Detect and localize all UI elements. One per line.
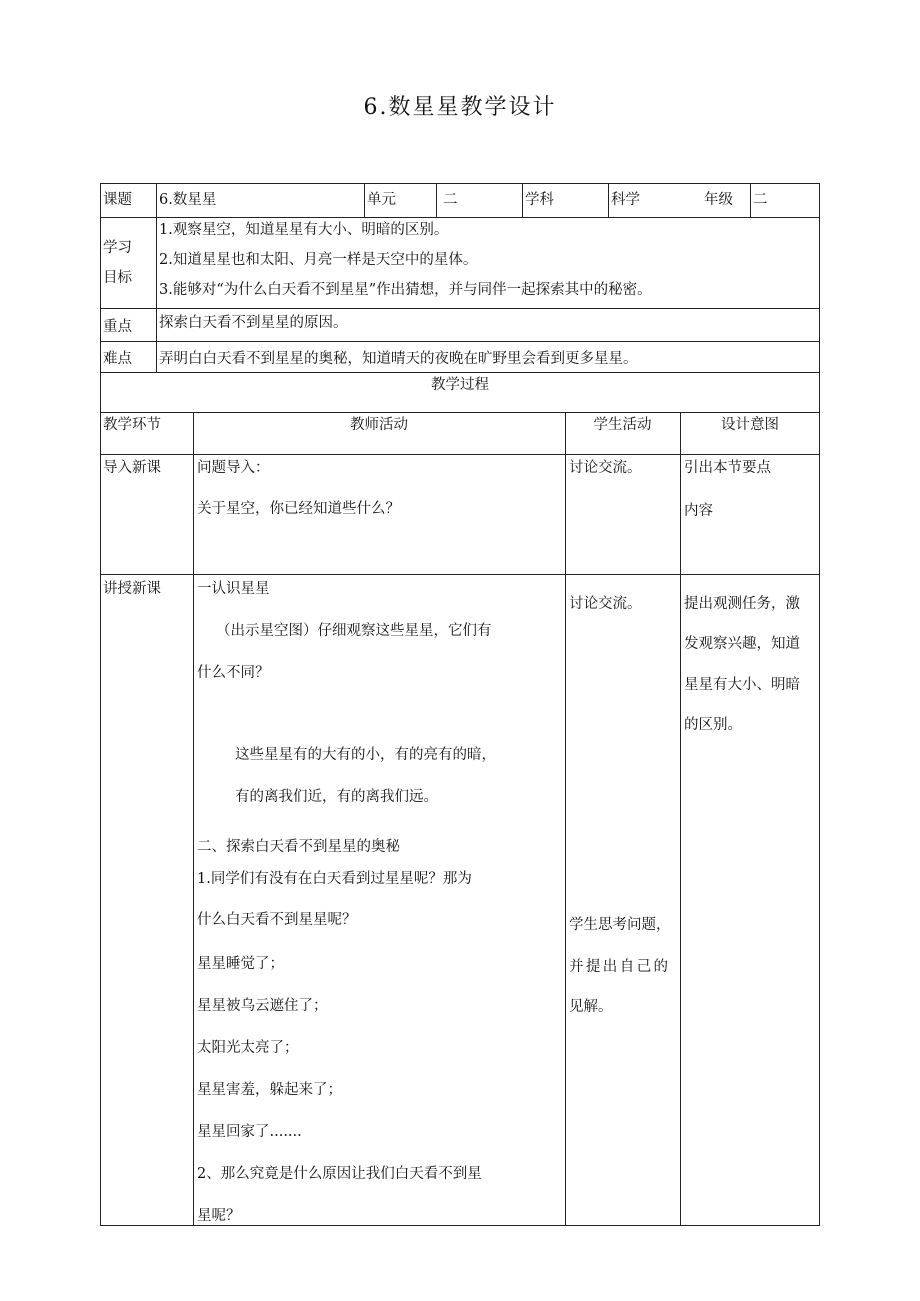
goals-label: 目标	[103, 270, 132, 286]
lecture-student: 并提出自己的	[569, 959, 671, 975]
lecture-teacher-line: 什么不同？	[197, 665, 270, 681]
subject-value: 科学	[611, 192, 640, 208]
grade-value: 二	[753, 192, 768, 208]
subject-label: 学科	[525, 192, 554, 208]
unit-label: 单元	[367, 192, 396, 208]
table-border	[565, 412, 566, 1226]
table-border	[193, 412, 194, 1226]
lecture-intent-line: 星星有大小、明暗	[684, 677, 800, 693]
lecture-teacher-line: 星星被乌云遮住了；	[197, 998, 328, 1014]
table-border	[436, 183, 437, 217]
lecture-teacher-line: 1.同学们有没有在白天看到过星星呢？那为	[197, 871, 472, 887]
table-border	[819, 183, 820, 1226]
table-border	[522, 183, 523, 217]
lecture-teacher-line: 2、那么究竟是什么原因让我们白天看不到星	[197, 1166, 482, 1182]
intro-stage: 导入新课	[103, 460, 161, 476]
topic-value: 6.数星星	[159, 192, 217, 208]
column-header: 教学环节	[103, 417, 161, 433]
lecture-teacher-line: 太阳光太亮了；	[197, 1040, 299, 1056]
table-border	[100, 372, 820, 373]
column-header: 学生活动	[593, 417, 652, 433]
goal-item: 2.知道星星也和太阳、月亮一样是天空中的星体。	[159, 252, 478, 268]
key-point-label: 重点	[103, 319, 132, 335]
table-border	[680, 412, 681, 1226]
table-border	[100, 454, 820, 455]
table-border	[750, 183, 751, 217]
goal-item: 3.能够对“为什么白天看不到星星”作出猜想，并与同伴一起探索其中的秘密。	[159, 282, 652, 298]
table-border	[100, 412, 820, 413]
lecture-teacher-line: 一认识星星	[197, 581, 270, 597]
lecture-teacher-line: 二、探索白天看不到星星的奥秘	[197, 839, 400, 855]
page-title: 6.数星星教学设计	[363, 95, 557, 120]
goal-item: 1.观察星空，知道星星有大小、明暗的区别。	[159, 222, 449, 238]
difficulty-value: 弄明白白天看不到星星的奥秘，知道晴天的夜晚在旷野里会看到更多星星。	[159, 351, 638, 367]
lecture-teacher-line: 什么白天看不到星星呢？	[197, 912, 357, 928]
lecture-teacher-line: 星星害羞，躲起来了；	[197, 1082, 342, 1098]
intro-teacher-line: 问题导入：	[197, 460, 270, 476]
intro-student: 讨论交流。	[569, 460, 642, 476]
lecture-stage: 讲授新课	[103, 581, 161, 597]
table-border	[100, 183, 101, 1226]
lecture-teacher-line: 星星睡觉了；	[197, 956, 284, 972]
process-header: 教学过程	[431, 377, 489, 393]
table-border	[156, 183, 157, 372]
goals-label: 学习	[103, 240, 132, 256]
unit-value: 二	[443, 192, 458, 208]
lecture-student: 见解。	[569, 999, 613, 1015]
intro-teacher-line: 关于星空，你已经知道些什么？	[197, 501, 400, 517]
lecture-teacher-line: 有的离我们近，有的离我们远。	[235, 789, 438, 805]
lecture-intent-line: 的区别。	[684, 717, 742, 733]
table-border	[100, 217, 820, 218]
intro-intent-line: 引出本节要点	[684, 460, 771, 476]
column-header: 教师活动	[350, 417, 408, 433]
lecture-student: 学生思考问题，	[569, 917, 671, 933]
table-border	[100, 183, 820, 184]
lecture-intent-line: 提出观测任务，激	[684, 596, 800, 612]
grade-label: 年级	[704, 192, 733, 208]
table-border	[608, 183, 609, 217]
key-point-value: 探索白天看不到星星的原因。	[159, 315, 348, 331]
column-header: 设计意图	[721, 417, 779, 433]
difficulty-label: 难点	[103, 351, 132, 367]
lecture-teacher-line: 星星回家了.......	[197, 1124, 302, 1140]
topic-label: 课题	[103, 192, 132, 208]
lecture-teacher-line: 这些星星有的大有的小，有的亮有的暗，	[235, 747, 496, 763]
lecture-intent-line: 发观察兴趣，知道	[684, 636, 800, 652]
lecture-teacher-line: 星呢？	[197, 1208, 241, 1224]
table-border	[364, 183, 365, 217]
lesson-plan-table	[100, 183, 820, 1226]
intro-intent-line: 内容	[684, 503, 713, 519]
table-border	[100, 341, 820, 342]
lecture-student: 讨论交流。	[569, 596, 642, 612]
table-border	[100, 308, 820, 309]
lecture-teacher-line: （出示星空图）仔细观察这些星星，它们有	[216, 623, 492, 639]
table-border	[100, 574, 820, 575]
